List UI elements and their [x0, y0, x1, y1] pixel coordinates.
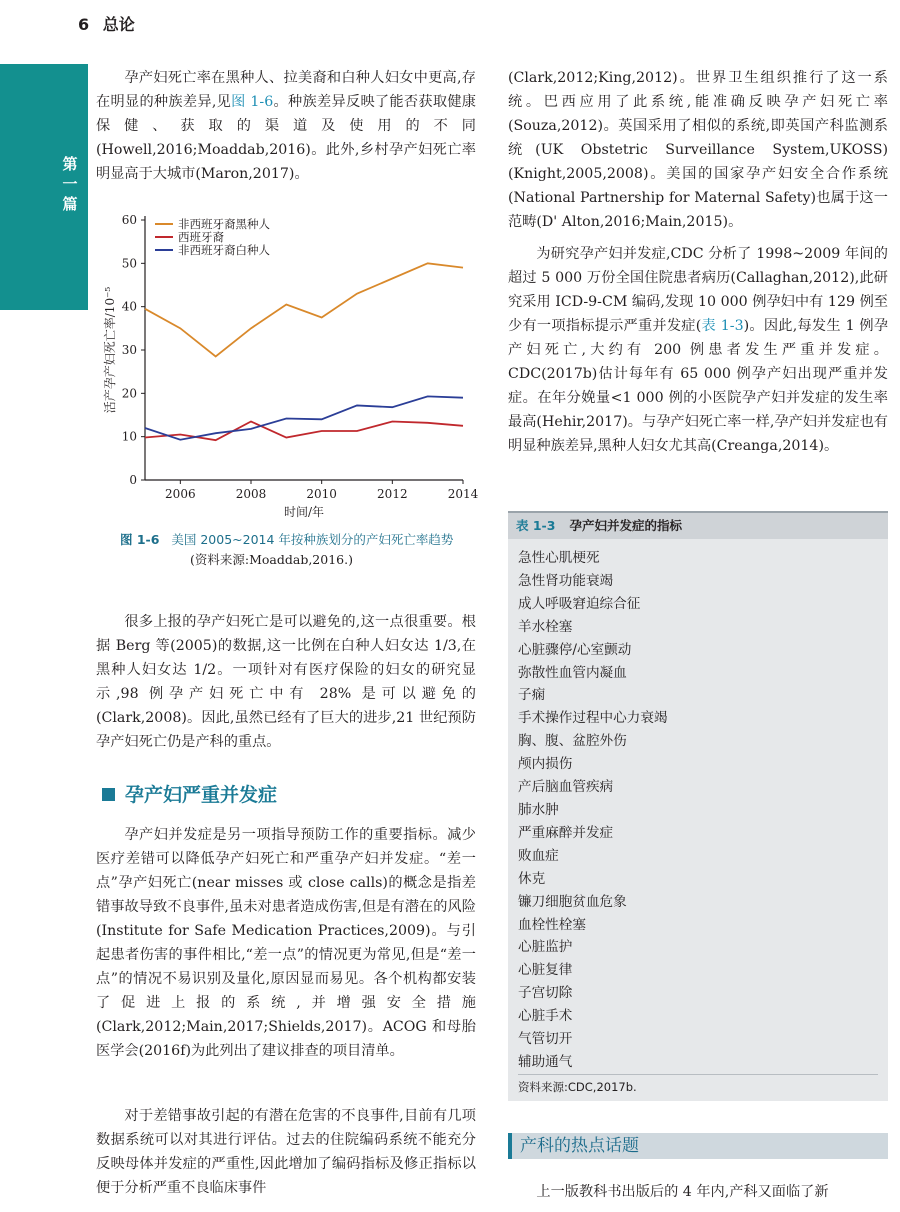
- mortality-chart: [100, 205, 480, 525]
- left-paragraph-1: [96, 66, 476, 186]
- right-paragraph-1: [508, 66, 888, 234]
- text: 。种族差异反映了能否获取健康保健、获取的渠道及使用的不同(Howell,2016;Moaddab,2016)。此外,乡村孕产妇死亡率明显高于大城市(Maron,2017)。: [96, 94, 476, 182]
- part-sidebar: [0, 64, 88, 310]
- text: )。因此,每发生 1 例孕产妇死亡,大约有 200 例患者发生严重并发症。CDC(2017b)估计每年有 65 000 例孕产妇出现严重并发症。在年分娩量<1 000 例的小医院孕产妇并发症的发生率最高(Hehir,2017)。与孕产妇死亡率一样,孕产妇并发症也有明显种族差异,黑种人妇女尤其高(Creanga,2014)。: [508, 318, 889, 454]
- x-tick-label: 2008: [235, 487, 267, 501]
- part-label: 第一篇: [62, 155, 78, 213]
- legend-label: 非西班牙裔白种人: [178, 243, 270, 257]
- section-title: [102, 780, 277, 807]
- figure-caption: [120, 530, 476, 570]
- figure-link[interactable]: 图 1-6: [231, 94, 274, 110]
- hot-topics-heading: 产科的热点话题: [508, 1133, 888, 1159]
- table-item: 休克: [518, 870, 546, 887]
- y-tick-label: 50: [121, 256, 137, 271]
- table-item: 血栓性栓塞: [518, 916, 586, 933]
- table-item: 辅助通气: [518, 1053, 573, 1070]
- x-axis-label: 时间/年: [283, 505, 325, 519]
- square-icon: [102, 788, 115, 801]
- table-item: 心脏复律: [518, 962, 573, 979]
- x-tick-label: 2010: [306, 487, 337, 501]
- table-item: 严重麻醉并发症: [518, 824, 614, 841]
- table-items: [508, 547, 888, 1074]
- table-item: 手术操作过程中心力衰竭: [518, 710, 668, 727]
- table-item: 心脏骤停/心室颤动: [518, 641, 632, 658]
- table-item: 心脏监护: [518, 939, 573, 956]
- table-item: 弥散性血管内凝血: [518, 664, 627, 681]
- table-item: 镰刀细胞贫血危象: [518, 893, 627, 910]
- text: 孕产妇死亡率在黑种人、拉美裔和白种人妇女中更高,存在明显的种族差异,见: [96, 70, 476, 110]
- table-title: 孕产妇并发症的指标: [569, 518, 682, 533]
- text: 为研究孕产妇并发症,CDC 分析了 1998~2009 年间的超过 5 000 万份全国住院患者病历(Callaghan,2012),此研究采用 ICD-9-CM 编码,发现 10 000 例孕妇中有 129 例至少有一项指标提示严重并发症(: [508, 246, 888, 334]
- text: 上一版教科书出版后的 4 年内,产科又面临了新: [536, 1184, 829, 1200]
- table-header: [508, 511, 888, 539]
- series-line: [145, 263, 463, 356]
- table-item: 肺水肿: [518, 801, 559, 818]
- table-item: 败血症: [518, 847, 559, 864]
- page-number: 6: [78, 15, 90, 34]
- left-paragraph-4: [96, 1104, 476, 1200]
- right-paragraph-3: [508, 1180, 888, 1204]
- x-tick-label: 2012: [377, 487, 408, 501]
- text: 很多上报的孕产妇死亡是可以避免的,这一点很重要。根据 Berg 等(2005)的数据,这一比例在白种人妇女达 1/3,在黑种人妇女达 1/2。一项针对有医疗保险的妇女的研究显示,98 例孕产妇死亡中有 28% 是可以避免的(Clark,2008)。因此,虽然已经有了巨大的进步,21 世纪预防孕产妇死亡仍是产科的重点。: [96, 614, 476, 750]
- text: 孕产妇并发症是另一项指导预防工作的重要指标。减少医疗差错可以降低孕产妇死亡和严重孕产妇并发症。“差一点”孕产妇死亡(near misses 或 close calls)的概念是指差错事故导致不良事件,虽未对患者造成伤害,但是有潜在的风险(Institute for Safe Medication Practices,2009)。与引起患者伤害的事件相比,“差一点”的情况更为常见,但是“差一点”的情况不易识别及量化,原因显而易见。各个机构都安装了促进上报的系统,并增强安全措施(Clark,2012;Main,2017;Shields,2017)。ACOG 和母胎医学会(2016f)为此列出了建议排查的项目清单。: [96, 827, 476, 1059]
- text: (Clark,2012;King,2012)。世界卫生组织推行了这一系统。巴西应用了此系统,能准确反映孕产妇死亡率(Souza,2012)。英国采用了相似的系统,即英国产科监测系统(UK Obstetric Surveillance System,UKOSS)(Knight,2005,2008)。美国的国家孕产妇安全合作系统(National Partnership for Maternal Safety)也属于这一范畴(D' Alton,2016;Main,2015)。: [508, 70, 888, 230]
- x-tick-label: 2006: [165, 487, 196, 501]
- table-item: 子宫切除: [518, 985, 573, 1002]
- table-item: 颅内损伤: [518, 756, 573, 773]
- y-tick-label: 20: [121, 386, 137, 401]
- table-item: 产后脑血管疾病: [518, 779, 614, 796]
- x-tick-label: 2014: [447, 487, 479, 501]
- page-header: [78, 12, 135, 35]
- table-item: 急性心肌梗死: [518, 550, 600, 566]
- y-tick-label: 60: [121, 213, 137, 227]
- table-item: 心脏手术: [518, 1008, 573, 1025]
- text: 对于差错事故引起的有潜在危害的不良事件,目前有几项数据系统可以对其进行评估。过去的住院编码系统不能充分反映母体并发症的严重性,因此增加了编码指标及修正指标以便于分析严重不良临床事件: [96, 1108, 476, 1196]
- left-paragraph-3: [96, 823, 476, 1063]
- right-paragraph-2: [508, 242, 888, 458]
- table-source: 资料来源:CDC,2017b.: [518, 1074, 878, 1095]
- table-item: 急性肾功能衰竭: [518, 572, 614, 589]
- y-axis-label: 活产孕产妇死亡率/10⁻⁵: [103, 286, 117, 414]
- caption-text: 美国 2005~2014 年按种族划分的产妇死亡率趋势: [171, 532, 454, 547]
- table-1-3: [508, 511, 888, 1101]
- caption-label: 图 1-6: [120, 532, 160, 547]
- y-tick-label: 10: [121, 429, 137, 444]
- table-item: 羊水栓塞: [518, 618, 573, 635]
- legend-label: 西班牙裔: [178, 230, 224, 244]
- series-line: [145, 396, 463, 439]
- chart-svg: [100, 205, 480, 525]
- caption-source: (资料来源:Moaddab,2016.): [190, 552, 353, 567]
- section-title-text: 孕产妇严重并发症: [125, 784, 278, 806]
- table-item: 气管切开: [518, 1031, 573, 1048]
- table-item: 子痫: [518, 687, 546, 704]
- table-number: 表 1-3: [516, 518, 556, 533]
- table-link[interactable]: 表 1-3: [701, 318, 744, 334]
- header-title: 总论: [102, 15, 135, 34]
- table-item: 胸、腹、盆腔外伤: [518, 733, 627, 750]
- y-tick-label: 30: [121, 343, 137, 357]
- y-tick-label: 0: [129, 473, 137, 487]
- legend-label: 非西班牙裔黑种人: [178, 217, 270, 231]
- y-tick-label: 40: [121, 299, 137, 314]
- left-paragraph-2: [96, 610, 476, 754]
- table-item: 成人呼吸窘迫综合征: [518, 595, 641, 612]
